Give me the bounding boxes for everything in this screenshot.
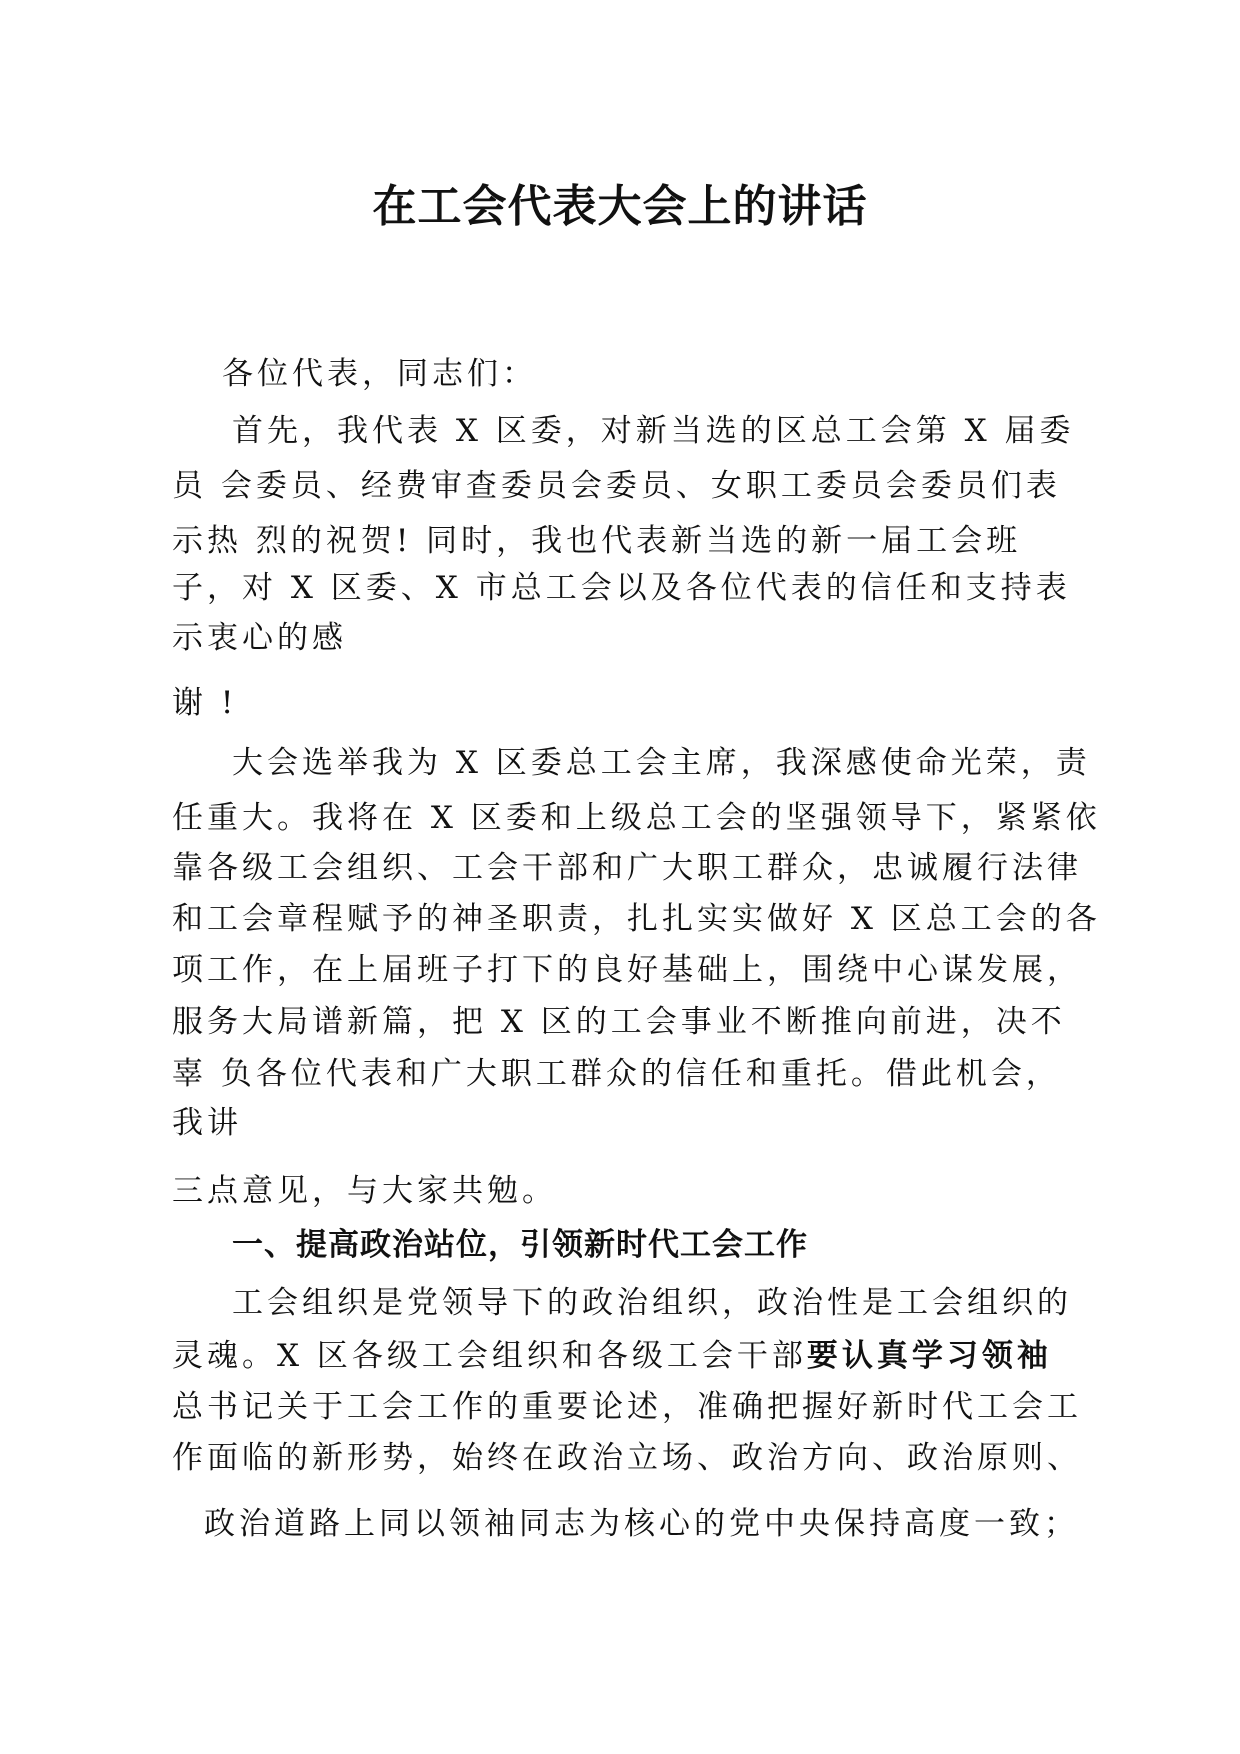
para2-line5: 项工作，在上届班子打下的良好基础上，围绕中心谋发展， [172, 952, 1082, 988]
para2-line9: 三点意见，与大家共勉。 [172, 1173, 557, 1209]
para2-line1: 大会选举我为 X 区委总工会主席，我深感使命光荣，责 [232, 745, 1091, 781]
para2-line4: 和工会章程赋予的神圣职责，扎扎实实做好 X 区总工会的各 [172, 901, 1101, 937]
para2-line2: 任重大。我将在 X 区委和上级总工会的坚强领导下，紧紧依 [172, 800, 1101, 836]
para2-line3: 靠各级工会组织、工会干部和广大职工群众，忠诚履行法律 [172, 850, 1082, 886]
document-title: 在工会代表大会上的讲话 [372, 181, 868, 232]
para3-line3: 总书记关于工会工作的重要论述，准确把握好新时代工会工 [172, 1389, 1082, 1425]
para3-line5: 政治道路上同以领袖同志为核心的党中央保持高度一致； [204, 1506, 1079, 1542]
section-heading-1: 一、提高政治站位，引领新时代工会工作 [232, 1227, 808, 1263]
para3-line4: 作面临的新形势，始终在政治立场、政治方向、政治原则、 [172, 1440, 1082, 1476]
para3-line2-emphasis: 要认真学习领袖 [806, 1338, 1052, 1374]
greeting: 各位代表，同志们： [222, 356, 537, 392]
para2-line8: 我讲 [172, 1105, 242, 1141]
para2-line6: 服务大局谱新篇，把 X 区的工会事业不断推向前进，决不 [172, 1004, 1066, 1040]
para2-line7: 辜 负各位代表和广大职工群众的信任和重托。借此机会， [172, 1056, 1061, 1092]
para1-line4: 子，对 X 区委、X 市总工会以及各位代表的信任和支持表 [172, 570, 1071, 606]
para1-line1: 首先，我代表 X 区委，对新当选的区总工会第 X 届委 [232, 413, 1075, 449]
para1-line3: 示热 烈的祝贺! 同时，我也代表新当选的新一届工会班 [172, 523, 1022, 559]
para3-line2 [172, 1330, 1052, 1375]
para3-line2-text: 灵魂。X 区各级工会组织和各级工会干部 [172, 1338, 807, 1374]
para1-line6: 谢 ! [172, 685, 238, 721]
para1-line5: 示衷心的感 [172, 620, 347, 656]
para3-line1: 工会组织是党领导下的政治组织，政治性是工会组织的 [232, 1285, 1072, 1321]
para1-line2: 员 会委员、经费审查委员会委员、女职工委员会委员们表 [172, 468, 1061, 504]
